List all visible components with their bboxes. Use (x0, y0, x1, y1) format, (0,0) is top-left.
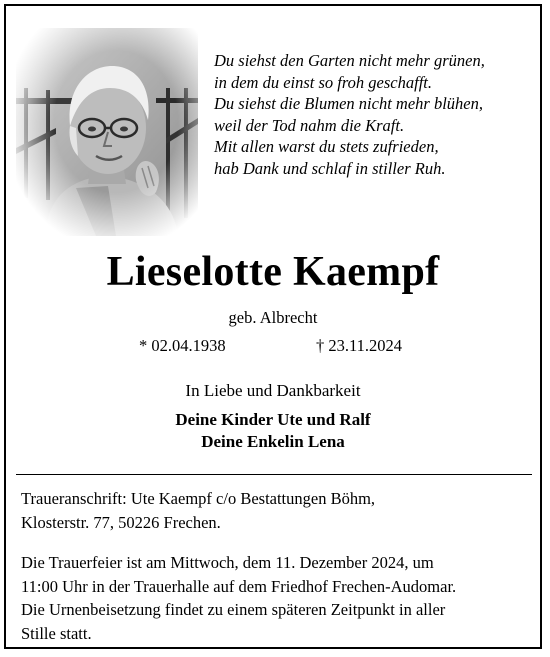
service-line: Stille statt. (21, 623, 92, 643)
mourners-list (6, 409, 540, 453)
memorial-poem (214, 50, 534, 180)
funeral-service-info (21, 551, 533, 645)
poem-line: Du siehst den Garten nicht mehr grünen, (214, 51, 485, 70)
service-line: 11:00 Uhr in der Trauerhalle auf dem Friedhof Frechen-Audomar. (21, 576, 457, 596)
mourner-line: Deine Enkelin Lena (201, 432, 345, 451)
poem-line: weil der Tod nahm die Kraft. (214, 115, 405, 135)
birth-date: * 02.04.1938 (139, 336, 226, 355)
poem-line: Du siehst die Blumen nicht mehr blühen, (214, 94, 483, 114)
poem-line: Mit allen warst du stets zufrieden, (214, 137, 439, 157)
service-line: Die Trauerfeier ist am Mittwoch, dem 11. Dezember 2024, um (21, 553, 434, 572)
maiden-name: geb. Albrecht (228, 308, 318, 327)
address-line: Klosterstr. 77, 50226 Frechen. (21, 513, 221, 532)
condolence-address (21, 487, 533, 535)
service-line: Die Urnenbeisetzung findet zu einem späteren Zeitpunkt in aller (21, 600, 446, 619)
poem-line: in dem du einst so froh geschafft. (214, 72, 432, 92)
poem-line: hab Dank und schlaf in stiller Ruh. (214, 158, 446, 178)
mourners-intro: In Liebe und Dankbarkeit (185, 381, 361, 400)
obituary-frame (4, 4, 542, 649)
deceased-name: Lieselotte Kaempf (106, 249, 440, 295)
address-line: Traueranschrift: Ute Kaempf c/o Bestattungen Böhm, (21, 489, 376, 508)
death-date: † 23.11.2024 (316, 336, 403, 355)
portrait-photo (16, 28, 198, 236)
mourner-line: Deine Kinder Ute und Ralf (175, 410, 371, 429)
divider-line (16, 474, 532, 475)
